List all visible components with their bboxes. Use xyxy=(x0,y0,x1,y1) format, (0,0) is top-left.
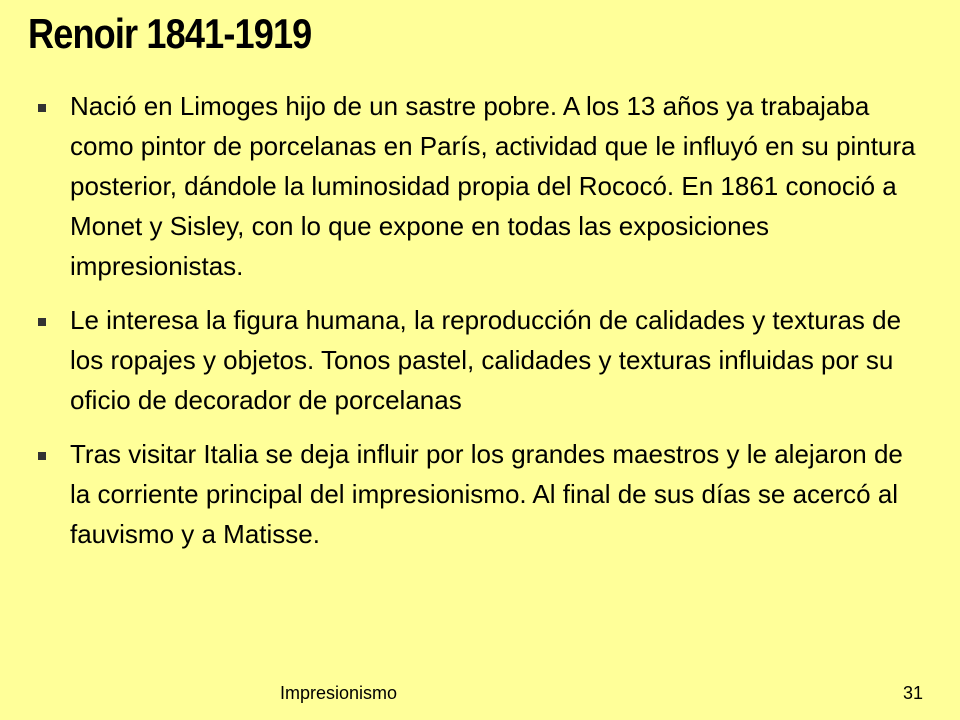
slide-title: Renoir 1841-1919 xyxy=(28,10,312,57)
bullet-text: Le interesa la figura humana, la reproducción de calidades y texturas de los ropajes y objetos. Tonos pastel, calidades y texturas influidas por su oficio de decorador de porcelanas xyxy=(70,305,902,415)
bullet-list xyxy=(36,86,936,568)
square-bullet-icon xyxy=(38,318,46,326)
bullet-item-2 xyxy=(36,300,936,420)
bullet-text: Tras visitar Italia se deja influir por los grandes maestros y le alejaron de la corriente principal del impresionismo. Al final de sus días se acercó al fauvismo y a Matisse. xyxy=(70,439,903,549)
bullet-item-3 xyxy=(36,434,936,554)
footer-title: Impresionismo xyxy=(280,683,398,703)
square-bullet-icon xyxy=(38,104,46,112)
square-bullet-icon xyxy=(38,452,46,460)
bullet-text: Nació en Limoges hijo de un sastre pobre. A los 13 años ya trabajaba como pintor de porcelanas en París, actividad que le influyó en su pintura posterior, dándole la luminosidad propia del Rococó. En 1861 conoció a Monet y Sisley, con lo que expone en todas las exposiciones impresionistas. xyxy=(70,91,916,281)
page-number: 31 xyxy=(903,683,924,703)
bullet-item-1 xyxy=(36,86,936,286)
